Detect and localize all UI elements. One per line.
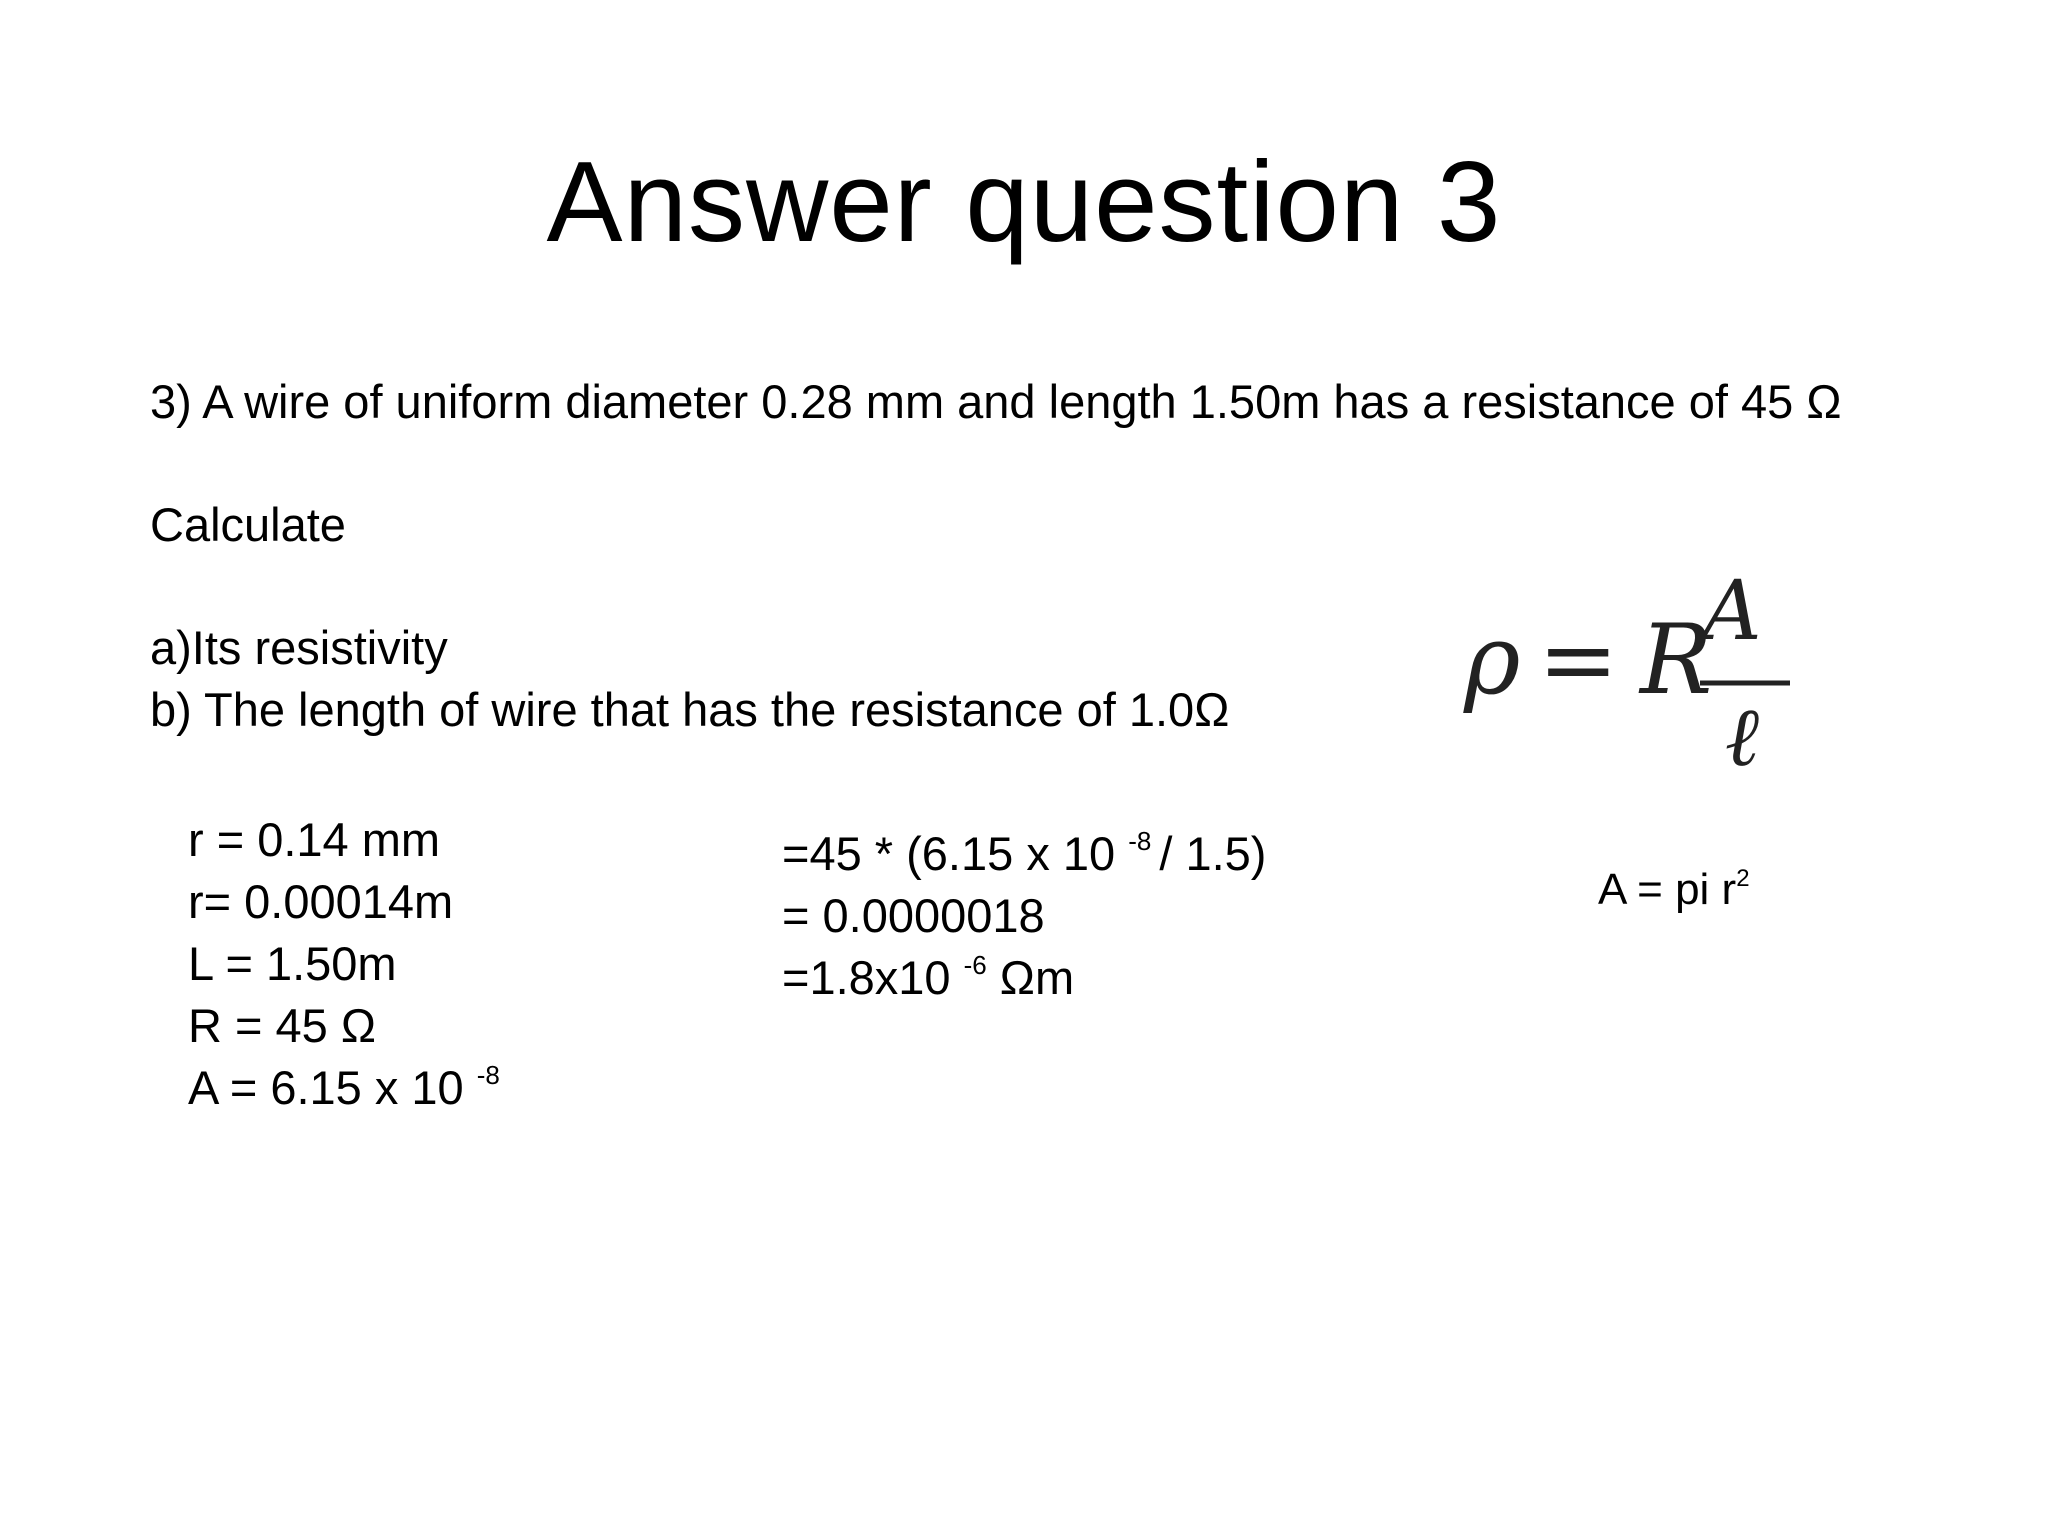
given-resistance: R = 45 Ω xyxy=(188,999,376,1052)
given-length: L = 1.50m xyxy=(188,937,397,990)
given-radius-mm: r = 0.14 mm xyxy=(188,813,441,866)
working-line-3-a: =1.8x10 xyxy=(782,951,964,1004)
resistivity-formula xyxy=(1460,565,1800,780)
working-line-3 xyxy=(782,950,1074,1006)
slide-title: Answer question 3 xyxy=(546,139,1502,266)
working-line-1 xyxy=(782,826,1266,882)
given-area-base: A = 6.15 x 10 xyxy=(188,1061,477,1114)
question-statement: 3) A wire of uniform diameter 0.28 mm and length 1.50m has a resistance of 45 Ω xyxy=(150,375,1842,428)
working-line-1-exponent: -8 xyxy=(1128,826,1152,856)
formula-numerator: A xyxy=(1702,565,1762,659)
given-area-exponent: -8 xyxy=(476,1060,500,1090)
question-instruction: Calculate xyxy=(150,498,346,551)
area-formula-exponent: 2 xyxy=(1736,865,1750,892)
working-line-3-exponent: -6 xyxy=(963,950,987,980)
formula-equals: = xyxy=(1538,604,1619,716)
formula-rho: ρ xyxy=(1464,604,1521,716)
working-line-1-a: =45 * (6.15 x 10 xyxy=(782,827,1129,880)
working-line-2: = 0.0000018 xyxy=(782,889,1045,942)
formula-r: R xyxy=(1640,604,1713,716)
area-formula xyxy=(1598,862,1750,918)
question-part-a: a)Its resistivity xyxy=(150,621,448,674)
working-line-1-b: / 1.5) xyxy=(1159,827,1267,880)
formula-denominator: ℓ xyxy=(1724,690,1760,780)
question-part-b: b) The length of wire that has the resistance of 1.0Ω xyxy=(150,683,1230,736)
given-area xyxy=(188,1060,500,1116)
area-formula-text: A = pi r xyxy=(1598,865,1737,914)
working-line-3-b: Ωm xyxy=(986,951,1075,1004)
given-radius-m: r= 0.00014m xyxy=(188,875,454,928)
